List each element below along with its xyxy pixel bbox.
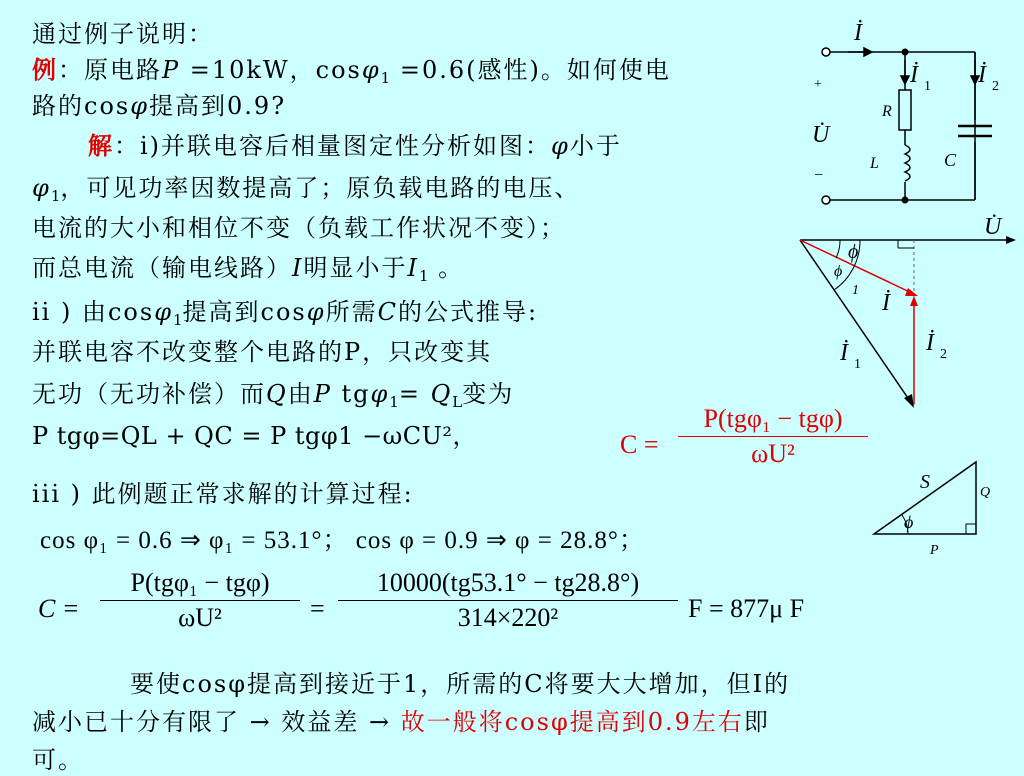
label-C: C [944,150,957,170]
solution-i-line-3: 电流的大小和相位不变（负载工作状况不变）； [32,214,566,242]
label-minus: − [814,167,824,184]
phasor-label-I1-sub: 1 [854,357,861,372]
big-formula-result: F = 877μ F [688,594,805,623]
solution-i-line-1: 解：i)并联电容后相量图定性分析如图：φ小于 [88,131,622,160]
inductor [905,145,910,181]
circuit-diagram [800,10,1024,210]
solution-i-line-4: 而总电流（输电线路）I明显小于$I_1$ 。 [32,254,465,285]
terminal-top [822,48,830,56]
triangle-label-P: P [930,543,939,558]
phasor-label-U: U̇ [984,214,1002,240]
final-line-2: 减小已十分有限了 → 效益差 → 故一般将cosφ提高到0.9左右即 [32,708,770,736]
triangle-label-S: S [920,471,930,493]
big-formula-num-1: P(tgφ₁ − tgφ) [130,568,270,597]
label-L: L [870,155,879,172]
big-formula-lhs: C = [38,594,80,623]
example-line-2: 路的cosφ提高到0.9? [32,92,287,120]
example-line-1: 例：原电路P =10kW，cosφ$_1$ =0.6(感性)。如何使电 [32,55,671,87]
phasor-label-phi1: ϕ [834,263,843,280]
phasor-label-I2: İ [926,330,934,356]
big-formula [38,568,858,658]
node-bottom [902,197,909,204]
phasor-label-I1: İ [840,340,848,366]
solution-ii-line-4: P tgφ=QL + QC = P tgφ1 −ωCU²， [32,422,477,450]
red-formula-denominator: ωU² [751,439,795,468]
label-I-total: İ [854,20,862,46]
solution-ii-line-1: ii ) 由cosφ$_1$提高到cosφ所需C的公式推导: [32,298,539,329]
phasor-label-I2-sub: 2 [940,347,947,362]
label-I1: İ [910,62,918,88]
phasor-label-phi: ϕ [848,241,859,263]
intro-heading: 通过例子说明： [32,20,214,48]
big-formula-den-1: ωU² [178,603,222,632]
power-triangle [868,458,1018,564]
calc-line: cos φ₁ = 0.6 ⇒ φ₁ = 53.1°； cos φ = 0.9 ⇒ φ = 28.8°； [40,527,645,554]
label-U: U̇ [812,122,830,148]
solution-ii-line-3: 无功（无功补偿）而Q由P $tg\varphi_1= Q_L$变为 [32,380,515,411]
phasor-label-I: İ [882,290,890,316]
label-R: R [882,103,892,120]
label-plus: + [814,77,822,92]
phasor-diagram [790,210,1024,420]
label-I2-sub: 2 [992,79,999,94]
final-line-1: 要使cosφ提高到接近于1，所需的C将要大大增加，但I的 [130,670,791,698]
final-line-3: 可。 [32,746,84,774]
red-formula-numerator: P(tgφ₁ − tgφ) [703,404,843,433]
terminal-bottom [822,196,830,204]
solution-label: 解 [88,131,114,160]
triangle-label-Q: Q [980,485,991,500]
red-formula-lhs: C = [620,430,659,459]
big-formula-eq: = [310,594,325,623]
node-top [902,49,909,56]
label-I2: İ [978,62,986,88]
big-formula-num-2: 10000(tg53.1° − tg28.8°) [376,568,640,597]
solution-ii-line-2: 并联电容不改变整个电路的P，只改变其 [32,338,493,366]
solution-iii-line: iii ) 此例题正常求解的计算过程: [32,480,414,508]
resistor [899,90,911,130]
label-I1-sub: 1 [924,79,931,94]
big-formula-den-2: 314×220² [457,603,559,632]
solution-i-line-2: $\varphi_1$，可见功率因数提高了；原负载电路的电压、 [32,174,581,205]
phasor-label-phi1-sub: 1 [852,283,859,298]
example-label: 例 [32,55,58,84]
triangle-label-phi: ϕ [904,512,914,532]
